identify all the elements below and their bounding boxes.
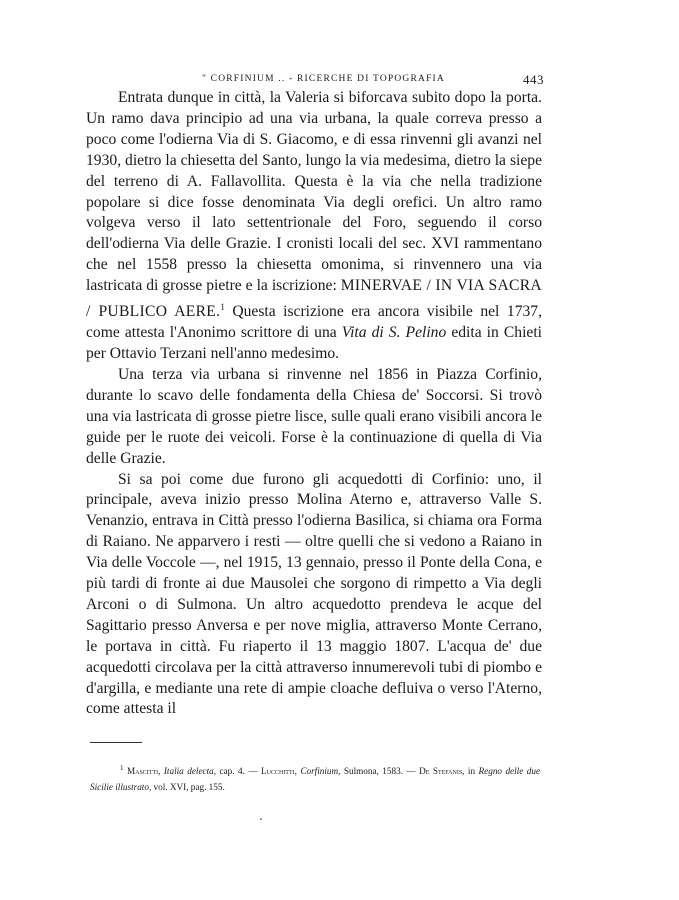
footnote-ref-2: Sulmona, 1583. — [340,766,420,777]
paragraph-1-text-a: Entrata dunque in città, la Valeria si biforcava subito dopo la porta. Un ramo dava principio ad una via urbana, la quale correva presso a poco come l'odierna Via di S. Giacomo, e di essa rinvenni gli avanzi nel 1930, dietro la chiesetta del Santo, lungo la via medesima, dietro la siepe del terreno di A. Fallavollita. Questa è la via che nella tradizione popolare si dice fosse denominata Via degli orefici. Un altro ramo volgeva verso il lato settentrionale del Foro, seguendo il corso dell'odierna Via delle Grazie. I cronisti locali del sec. XVI rammentano che nel 1558 presso la chiesetta omonima, si rinvennero una via lastricata di grosse pietre e la iscrizione: [86,89,542,295]
paragraph-1 [86,88,542,365]
paragraph-2: Una terza via urbana si rinvenne nel 1856 in Piazza Corfinio, durante lo scavo delle fondamenta della Chiesa de' Soccorsi. Si trovò una via lastricata di grosse pietre lisce, sulle quali erano visibili ancora le guide per le ruote dei veicoli. Forse è la continuazione di quella di Via delle Grazie. [86,365,542,467]
footnote-ref-4: vol. XVI, pag. 155. [151,782,225,793]
footnote-title-2: Corfinium, [300,766,341,777]
inscription: MINERVAE / IN VIA SACRA / PUBLICO AERE. [86,277,542,321]
page-number: 443 [523,72,544,87]
footnote-author-1: Mascitti, [126,766,161,777]
paragraph-1-text-b: Questa iscrizione era ancora visibile nel 1737, come attesta l'Anonimo scrittore di una [86,303,542,342]
footnote-title-1: Italia delecta, [163,766,217,777]
footnote-title-3: Regno delle due Sicilie illustrato, [90,766,541,793]
work-title: Vita di S. Pelino [341,324,447,342]
footnote-divider [90,742,142,743]
footnote-author-3: De Stefanis, [419,766,465,777]
footnote-ref-1: cap. 4. — [216,766,261,777]
paragraph-1-text-c: edita in Chieti per Ottavio Terzani nell'anno medesimo. [86,324,542,363]
footnote [90,760,540,795]
footnote-number: 1 [120,764,124,772]
running-title: " CORFINIUM .. - RICERCHE DI TOPOGRAFIA [202,74,445,84]
main-text [86,88,542,720]
footnote-author-2: Lucchitti, [261,766,297,777]
footnote-ref: 1 [220,302,225,313]
paragraph-3: Si sa poi come due furono gli acquedotti di Corfinio: uno, il principale, aveva inizio presso Molina Aterno e, attraverso Valle S. Venanzio, entrava in Città presso l'odierna Basilica, si chiama ora Forma di Raiano. Ne apparvero i resti — oltre quelli che si vedono a Raiano in Via delle Voccole —, nel 1915, 13 gennaio, presso il Ponte della Cona, e più tardi di fronte ai due Mausolei che sorgono di rimpetto a Via degli Arconi o di Sulmona. Un altro acquedotto prendeva le acque del Sagittario presso Anversa e per nove miglia, attraverso Monte Cerrano, le portava in città. Fu riaperto il 13 maggio 1807. L'acqua de' due acquedotti circolava per la città attraverso innumerevoli tubi di piombo e d'argilla, e mediante una rete di ampie cloache defluiva o verso l'Aterno, come attesta il [86,470,542,718]
paper-speck [260,818,262,820]
footnote-ref-3: in [464,766,479,777]
